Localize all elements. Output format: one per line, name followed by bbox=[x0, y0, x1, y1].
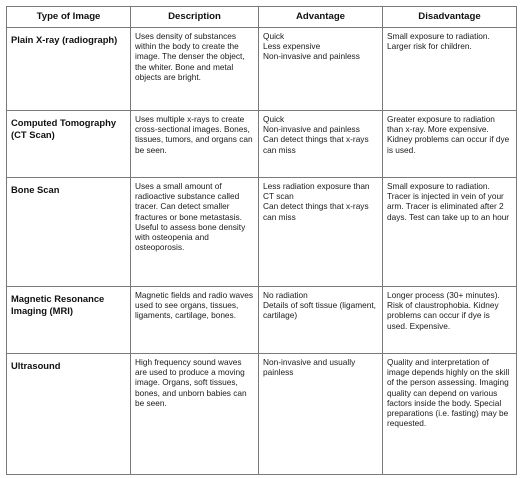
row-disadvantage-cell: Greater exposure to radiation than x-ray. More expensive. Kidney problems can occur if dye is used. bbox=[383, 111, 517, 178]
header-advantage: Advantage bbox=[259, 7, 383, 28]
header-type-of-image: Type of Image bbox=[7, 7, 131, 28]
table-row bbox=[7, 28, 517, 111]
header-description: Description bbox=[131, 7, 259, 28]
row-type-cell: Computed Tomography (CT Scan) bbox=[7, 111, 131, 178]
table-row bbox=[7, 287, 517, 354]
imaging-comparison-table bbox=[6, 6, 517, 475]
table-row bbox=[7, 111, 517, 178]
table-row bbox=[7, 178, 517, 287]
row-disadvantage-cell: Quality and interpretation of image depends highly on the skill of the person assessing. Imaging quality can depend on various factors inside the body. Special preparations (i.e. fasting) may be requested. bbox=[383, 354, 517, 475]
row-advantage-cell: Quick Less expensive Non-invasive and painless bbox=[259, 28, 383, 111]
row-type-cell: Plain X-ray (radiograph) bbox=[7, 28, 131, 111]
row-type-cell: Ultrasound bbox=[7, 354, 131, 475]
row-advantage-cell: Quick Non-invasive and painless Can detect things that x-rays can miss bbox=[259, 111, 383, 178]
row-disadvantage-cell: Small exposure to radiation. Tracer is injected in vein of your arm. Tracer is eliminated after 2 days. Test can take up to an hour bbox=[383, 178, 517, 287]
row-type-cell: Bone Scan bbox=[7, 178, 131, 287]
table-header-row bbox=[7, 7, 517, 28]
row-advantage-cell: No radiation Details of soft tissue (ligament, cartilage) bbox=[259, 287, 383, 354]
header-disadvantage: Disadvantage bbox=[383, 7, 517, 28]
imaging-comparison-table-wrapper bbox=[6, 6, 516, 475]
row-disadvantage-cell: Longer process (30+ minutes). Risk of claustrophobia. Kidney problems can occur if dye is used. Expensive. bbox=[383, 287, 517, 354]
row-description-cell: Uses density of substances within the body to create the image. The denser the object, the whiter. Bone and metal objects are bright. bbox=[131, 28, 259, 111]
row-advantage-cell: Less radiation exposure than CT scan Can detect things that x-rays can miss bbox=[259, 178, 383, 287]
row-description-cell: Uses a small amount of radioactive substance called tracer. Can detect smaller fractures or bone metastasis. Useful to assess bone density with osteopenia and osteoporosis. bbox=[131, 178, 259, 287]
table-row bbox=[7, 354, 517, 475]
row-description-cell: High frequency sound waves are used to produce a moving image. Organs, soft tissues, bones, and unborn babies can be seen. bbox=[131, 354, 259, 475]
row-disadvantage-cell: Small exposure to radiation. Larger risk for children. bbox=[383, 28, 517, 111]
row-description-cell: Uses multiple x-rays to create cross-sectional images. Bones, tissues, tumors, and organs can be seen. bbox=[131, 111, 259, 178]
row-description-cell: Magnetic fields and radio waves used to see organs, tissues, ligaments, cartilage, bones. bbox=[131, 287, 259, 354]
row-type-cell: Magnetic Resonance Imaging (MRI) bbox=[7, 287, 131, 354]
row-advantage-cell: Non-invasive and usually painless bbox=[259, 354, 383, 475]
